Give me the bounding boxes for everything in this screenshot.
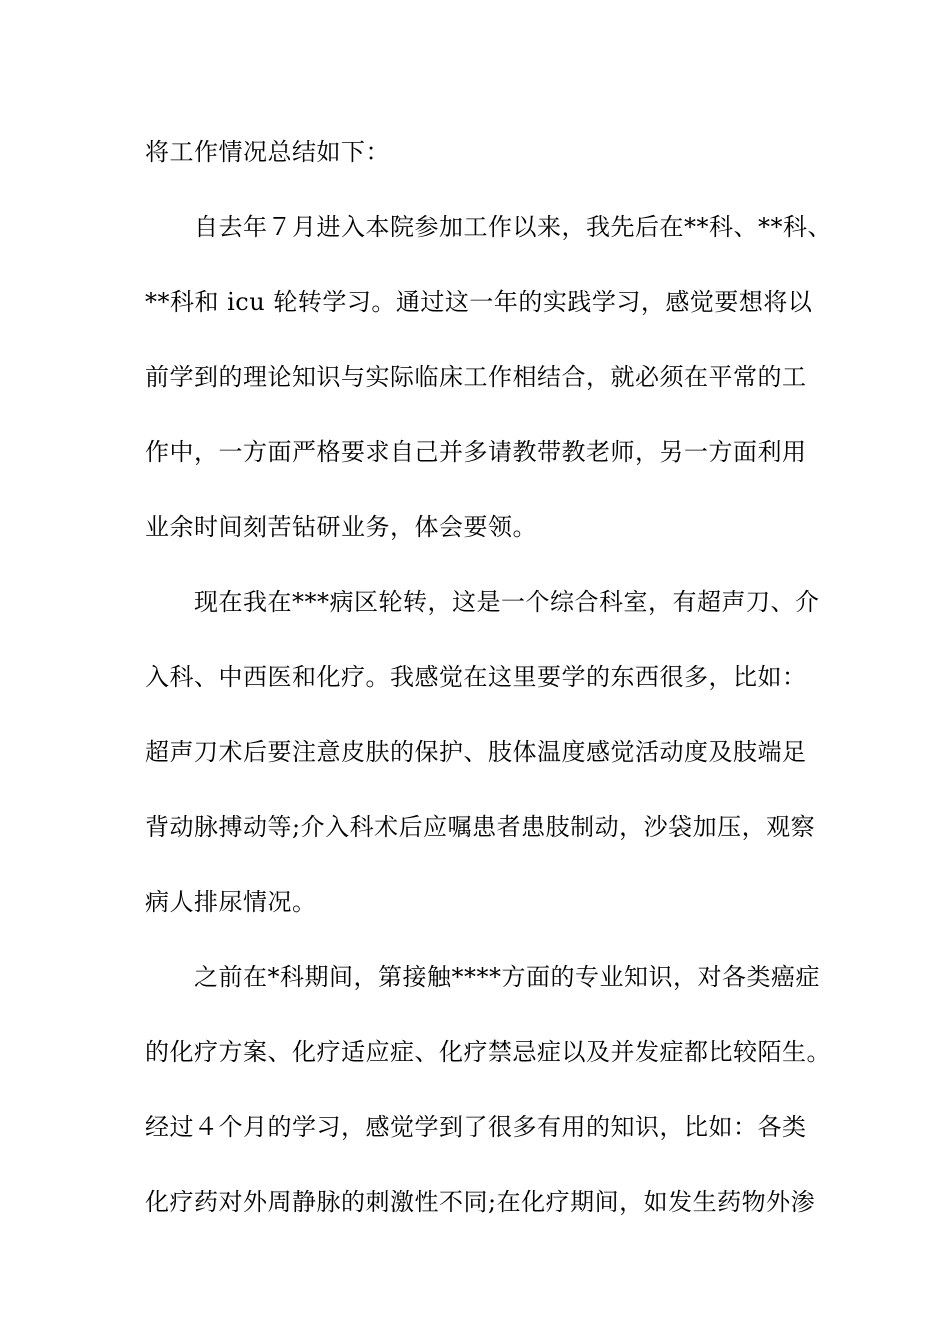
text-line: 的化疗方案、化疗适应症、化疗禁忌症以及并发症都比较陌生。	[145, 1038, 831, 1066]
text-line: **科和 icu 轮转学习。通过这一年的实践学习，感觉要想将以	[145, 288, 813, 316]
text-line: 将工作情况总结如下：	[145, 138, 390, 166]
text-line: 化疗药对外周静脉的刺激性不同;在化疗期间，如发生药物外渗	[145, 1188, 816, 1216]
text-line: 超声刀术后要注意皮肤的保护、肢体温度感觉活动度及肢端足	[145, 738, 807, 766]
text-line: 前学到的理论知识与实际临床工作相结合，就必须在平常的工	[145, 363, 807, 391]
text-line: 入科、中西医和化疗。我感觉在这里要学的东西很多，比如：	[145, 663, 807, 691]
text-line: 经过４个月的学习，感觉学到了很多有用的知识，比如：各类	[145, 1113, 807, 1141]
text-line: 病人排尿情况。	[145, 888, 317, 916]
text-line: 作中，一方面严格要求自己并多请教带教老师，另一方面利用	[145, 438, 807, 466]
text-line: 背动脉搏动等;介入科术后应嘱患者患肢制动，沙袋加压，观察	[145, 813, 816, 841]
text-line: 业余时间刻苦钻研业务，体会要领。	[145, 513, 537, 541]
text-line: 自去年７月进入本院参加工作以来，我先后在**科、**科、	[145, 213, 832, 241]
text-line: 之前在*科期间，第接触****方面的专业知识，对各类癌症	[145, 963, 820, 991]
text-line: 现在我在***病区轮转，这是一个综合科室，有超声刀、介	[145, 588, 820, 616]
